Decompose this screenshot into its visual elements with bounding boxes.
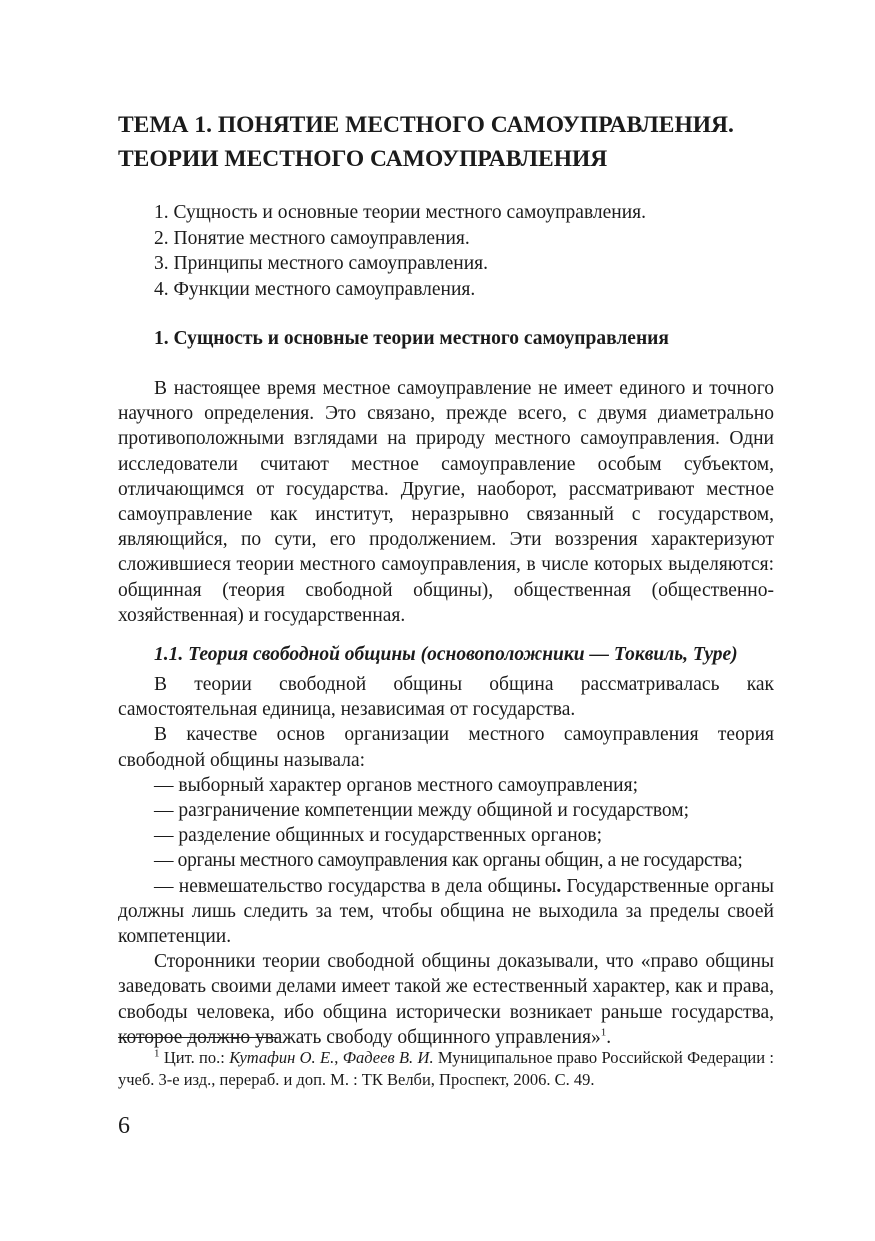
footnote	[118, 1047, 774, 1091]
chapter-outline	[118, 200, 774, 302]
outline-item: 4. Функции местного самоуправления.	[154, 278, 476, 300]
bold-period: .	[556, 875, 562, 897]
footnote-author-2: Фадеев В. И.	[342, 1048, 434, 1067]
footnote-marker: 1	[154, 1047, 160, 1060]
section-heading: 1. Сущность и основные теории местного самоуправления	[154, 328, 669, 349]
chapter-title-line-1: ТЕМА 1. ПОНЯТИЕ МЕСТНОГО САМОУПРАВЛЕНИЯ.	[118, 112, 734, 138]
dash-list-item: — выборный характер органов местного самоуправления;	[154, 774, 639, 796]
page-content	[118, 108, 774, 1050]
dash-item-text: — невмешательство государства в дела общины	[154, 875, 557, 897]
chapter-title	[118, 108, 774, 176]
outline-item: 3. Принципы местного самоуправления.	[154, 253, 489, 274]
chapter-title-line-2: ТЕОРИИ МЕСТНОГО САМОУПРАВЛЕНИЯ	[118, 146, 608, 172]
footnote-separator	[118, 1037, 278, 1038]
dash-list-item: — разграничение компетенции между общиной и государством;	[154, 800, 690, 822]
outline-item: 1. Сущность и основные теории местного самоуправления.	[154, 202, 647, 223]
page-number: 6	[118, 1113, 130, 1139]
outline-item: 2. Понятие местного самоуправления.	[154, 227, 470, 249]
subsection-heading: 1.1. Теория свободной общины (основоположники — Токвиль, Туре)	[154, 644, 738, 666]
quote-text: Сторонники теории свободной общины доказывали, что «право общины заведовать своими делами имеет такой же естественный характер, как и права, свободы человека, ибо община исторически возникает раньше государства, которое должно уважать свободу общинного управления»	[118, 951, 774, 1048]
footnote-prefix: Цит. по.:	[159, 1048, 230, 1067]
quote-end: .	[606, 1026, 612, 1048]
footnote-author-1: Кутафин О. Е.	[229, 1048, 335, 1067]
dash-item-continuation: Государственные органы должны лишь следить за тем, чтобы община не выходила за пределы своей компетенции.	[118, 875, 774, 948]
footnote-separator-text: ,	[334, 1048, 343, 1067]
dash-list-item-last	[118, 874, 774, 950]
dash-list-item: — разделение общинных и государственных органов;	[154, 825, 603, 847]
subsection-paragraph-3	[118, 949, 774, 1050]
footnote-reference: 1	[600, 1026, 607, 1039]
subsection-paragraph-2: В качестве основ организации местного самоуправления теория свободной общины называла:	[118, 724, 774, 771]
footnote-citation: Муниципальное право Российской Федерации : учеб. 3-е изд., перераб. и доп. М. : ТК Велби, Проспект, 2006. С. 49.	[118, 1048, 774, 1089]
section-intro-paragraph: В настоящее время местное самоуправление не имеет единого и точного научного определения. Это связано, прежде всего, с двумя диаметрально противоположными взглядами на природу местного самоуправления. Одни исследователи считают местное самоуправление особым субъектом, отличающимся от государства. Другие, наоборот, рассматривают местное самоуправление как институт, неразрывно связанный с государством, являющийся, по сути, его продолжением. Эти воззрения характеризуют сложившиеся теории местного самоуправления, в числе которых выделяются: общинная (теория свободной общины), общественная (общественно-хозяйственная) и государственная.	[118, 378, 774, 626]
subsection-paragraph-1: В теории свободной общины община рассматривалась как самостоятельная единица, независимая от государства.	[118, 674, 774, 721]
dash-list-item: — органы местного самоуправления как органы общин, а не государства;	[154, 850, 743, 872]
